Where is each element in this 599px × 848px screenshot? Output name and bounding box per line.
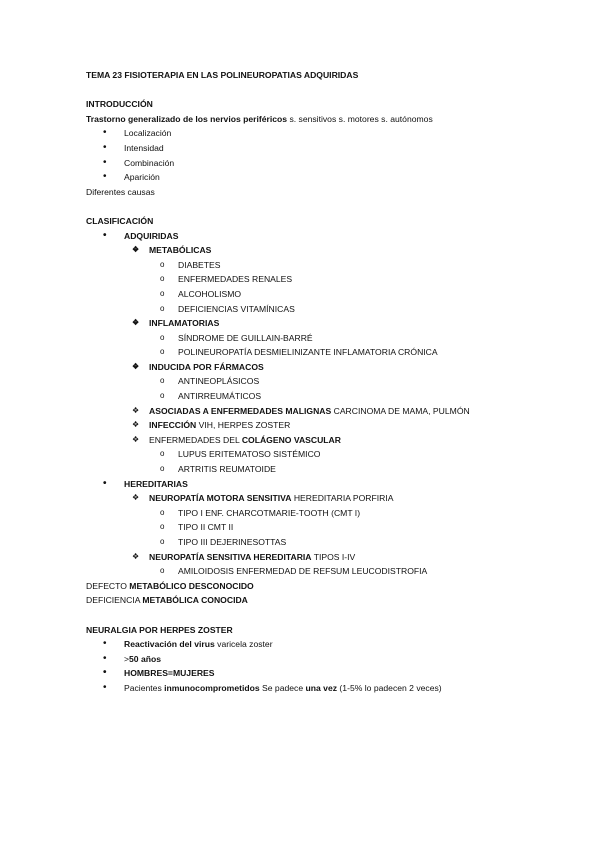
intro-definition-rest: s. sensitivos s. motores s. autónomos <box>287 113 433 124</box>
clasificacion-heading: CLASIFICACIÓN <box>86 215 154 226</box>
colageno-subitem: o LUPUS ERITEMATOSO SISTÉMICO <box>86 447 586 462</box>
neuralgia-item2-pre: > <box>124 653 130 664</box>
colageno-bold: COLÁGENO VASCULAR <box>241 434 341 445</box>
sensitiva-item <box>86 550 586 565</box>
neuralgia-item <box>86 652 586 667</box>
intro-item: • Aparición <box>86 170 586 185</box>
farmacos-subitem: o ANTIRREUMÁTICOS <box>86 389 586 404</box>
intro-definition-bold: Trastorno generalizado de los nervios periféricos <box>86 113 288 124</box>
neuralgia-item: • HOMBRES=MUJERES <box>86 666 586 681</box>
neuralgia-item4-pre: Pacientes <box>124 682 165 693</box>
metabolicas-subitem: o ENFERMEDADES RENALES <box>86 272 586 287</box>
infeccion-rest: VIH, HERPES ZOSTER <box>196 420 291 431</box>
intro-item: • Combinación <box>86 156 586 171</box>
infeccion-item <box>86 418 586 433</box>
malignas-rest: CARCINOMA DE MAMA, PULMÓN <box>331 405 470 416</box>
inflamatorias-subitem: o POLINEUROPATÍA DESMIELINIZANTE INFLAMATORIA CRÓNICA <box>86 345 586 360</box>
defecto-line <box>86 579 586 594</box>
motora-subitem: o TIPO II CMT II <box>86 520 586 535</box>
deficiencia-bold: METABÓLICA CONOCIDA <box>142 595 248 606</box>
malignas-bold: ASOCIADAS A ENFERMEDADES MALIGNAS <box>149 405 332 416</box>
inflamatorias-subitem: o SÍNDROME DE GUILLAIN-BARRÉ <box>86 331 586 346</box>
neuralgia-item4-bold2: una vez <box>305 682 338 693</box>
colageno-item <box>86 433 586 448</box>
intro-item: • Intensidad <box>86 141 586 156</box>
colageno-pre: ENFERMEDADES DEL <box>149 434 242 445</box>
defecto-bold: METABÓLICO DESCONOCIDO <box>129 580 254 591</box>
intro-causes: Diferentes causas <box>86 186 155 197</box>
neuralgia-item1-rest: varicela zoster <box>214 639 273 650</box>
neuralgia-item <box>86 637 586 652</box>
neuralgia-item4-bold: inmunocomprometidos <box>164 682 260 693</box>
motora-item <box>86 491 586 506</box>
malignas-item <box>86 404 586 419</box>
defecto-pre: DEFECTO <box>86 580 130 591</box>
metabolicas-subitem: o DEFICIENCIAS VITAMÍNICAS <box>86 302 586 317</box>
neuralgia-heading: NEURALGIA POR HERPES ZOSTER <box>86 624 233 635</box>
motora-subitem: o TIPO III DEJERINESOTTAS <box>86 535 586 550</box>
metabolicas-subitem: o DIABETES <box>86 258 586 273</box>
intro-heading: INTRODUCCIÓN <box>86 99 153 110</box>
farmacos-item: ❖ INDUCIDA POR FÁRMACOS <box>86 360 586 375</box>
document-page <box>86 68 586 696</box>
motora-rest: HEREDITARIA PORFIRIA <box>291 493 394 504</box>
sensitiva-bold: NEUROPATÍA SENSITIVA HEREDITARIA <box>149 551 312 562</box>
sensitiva-subitem: o AMILOIDOSIS ENFERMEDAD DE REFSUM LEUCODISTROFIA <box>86 564 586 579</box>
neuralgia-item1-bold: Reactivación del virus <box>124 639 215 650</box>
intro-definition <box>86 112 586 127</box>
neuralgia-item <box>86 681 586 696</box>
deficiencia-line <box>86 593 586 608</box>
sensitiva-rest: TIPOS I-IV <box>311 551 356 562</box>
motora-bold: NEUROPATÍA MOTORA SENSITIVA <box>149 493 292 504</box>
metabolicas-item: ❖ METABÓLICAS <box>86 243 586 258</box>
neuralgia-item4-mid: Se padece <box>259 682 306 693</box>
adquiridas-item: • ADQUIRIDAS <box>86 229 586 244</box>
intro-item: • Localización <box>86 126 586 141</box>
inflamatorias-item: ❖ INFLAMATORIAS <box>86 316 586 331</box>
colageno-subitem: o ARTRITIS REUMATOIDE <box>86 462 586 477</box>
neuralgia-item4-rest: (1-5% lo padecen 2 veces) <box>337 682 442 693</box>
metabolicas-subitem: o ALCOHOLISMO <box>86 287 586 302</box>
deficiencia-pre: DEFICIENCIA <box>86 595 143 606</box>
hereditarias-item: • HEREDITARIAS <box>86 477 586 492</box>
farmacos-subitem: o ANTINEOPLÁSICOS <box>86 374 586 389</box>
infeccion-bold: INFECCIÓN <box>149 420 197 431</box>
document-title: TEMA 23 FISIOTERAPIA EN LAS POLINEUROPATIAS ADQUIRIDAS <box>86 70 359 80</box>
neuralgia-item2-bold: 50 años <box>129 653 162 664</box>
motora-subitem: o TIPO I ENF. CHARCOTMARIE-TOOTH (CMT I) <box>86 506 586 521</box>
